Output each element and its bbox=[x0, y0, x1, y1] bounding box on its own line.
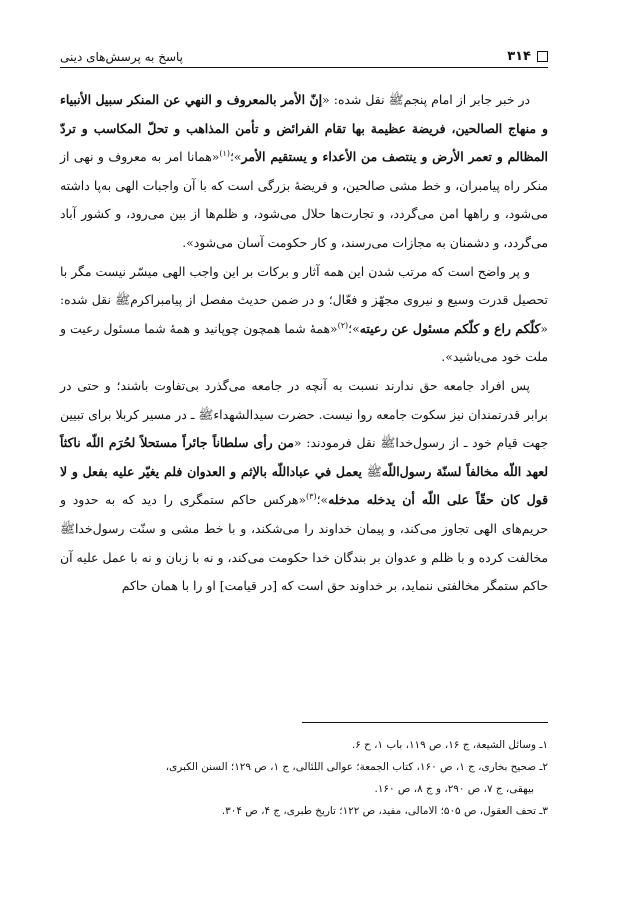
honorific-symbol: ﷺ bbox=[380, 435, 396, 451]
footnote: ۳ـ تحف العقول، ص ۵۰۵؛ الامالی، مفید، ص ۱۲۲؛ تاریخ طبری، ج ۴، ص ۳۰۴. bbox=[221, 805, 548, 817]
text-segment: »؛ bbox=[229, 149, 242, 165]
honorific-symbol: ﷺ bbox=[198, 406, 214, 422]
footnote: ۲ـ صحیح بخاری، ج ۱، ص ۱۶۰، کتاب الجمعة؛ عوالی اللئالی، ج ۱، ص ۱۲۹؛ السنن الکبری، bbox=[165, 761, 548, 773]
text-segment: »؛ bbox=[316, 492, 329, 508]
page-header bbox=[60, 40, 548, 64]
text-segment: نقل شده: « bbox=[322, 92, 389, 107]
paragraph bbox=[60, 258, 548, 372]
arabic-quote: من رأى سلطاناً جائراً مستحلاً لحُرَم اللّه ناكثاً لعهد اللّه مخالفاً لسنّة رسول‌اللّه bbox=[60, 435, 548, 479]
text-segment: و پر واضح است که مرتب شدن این همه آثار و برکات بر این واجب الهی میسّر نیست مگر با تحصیل قدرت وسیع و نیروی مجهّز و فعّال؛ و در ضمن حدیث مفصل از پیامبراکرم bbox=[60, 263, 548, 308]
header-divider bbox=[60, 67, 548, 68]
arabic-quote: إنّ الأمر بالمعروف و النهي عن المنكر سبيل الأنبياء و منهاج الصالحين، فريضة عظيمة بها تقام الفرائض و تأمن المذاهب و تحلّ المكاسب و تردّ المظالم و تعمر الأرض و ينتصف من الأعداء و يستقيم الأمر bbox=[60, 92, 548, 165]
footnotes bbox=[60, 734, 548, 822]
honorific-symbol: ﷺ bbox=[388, 92, 404, 107]
honorific-symbol: ﷺ bbox=[366, 463, 382, 479]
text-segment: پس افراد جامعه حق ندارند نسبت به آنچه در جامعه می‌گذرد بی‌تفاوت باشند؛ و حتی در برابر قدرتمندان نیز سکوت جامعه روا نیست. حضرت سیدالشهداء bbox=[60, 377, 548, 422]
text-segment: «همهٔ شما همچون چوپانید و همهٔ شما مسئول رعیت و ملت خود می‌باشید». bbox=[60, 320, 548, 365]
text-segment: مخالفت کرده و با ظلم و عدوان بر بندگان خدا حکومت می‌کند، و نه با زبان و نه با عمل علیه آن حاکم ستمگر مخالفتی ننماید، بر خداوند حق است که [در قیامت] او را با همان حاکم bbox=[60, 549, 548, 594]
text-segment: ـ در مسیر کربلا برای تبیین جهت قیام خود ـ از رسول‌خدا bbox=[60, 406, 548, 451]
footnote: ۱ـ وسائل الشیعة، ج ۱۶، ص ۱۱۹، باب ۱، ح ۶. bbox=[351, 739, 548, 751]
footnote-ref: (۲) bbox=[337, 320, 349, 330]
honorific-symbol: ﷺ bbox=[60, 520, 75, 536]
footnote-ref: (۳) bbox=[306, 492, 317, 502]
footnote-ref: (۱) bbox=[219, 149, 230, 159]
square-bullet-icon bbox=[537, 51, 548, 62]
running-title: پاسخ به پرسش‌های دینی bbox=[60, 50, 184, 64]
text-segment: «هرکس حاکم ستمگری را دید که به حدود و حریم‌های الهی تجاوز می‌کند، و پیمان خداوند را می‌شکند، و با خط مشی و سنّت رسول‌خدا bbox=[60, 492, 548, 536]
paragraph bbox=[60, 372, 548, 601]
page-number: ۳۱۴ bbox=[507, 49, 531, 64]
text-segment: نقل فرمودند: « bbox=[293, 435, 381, 451]
arabic-quote: يعمل في عباداللّه بالإثم و العدوان فلم يغيّر عليه بفعل و لا قول كان حقّاً على اللّه أن يدخله مدخله bbox=[60, 463, 549, 508]
footnote-continuation: بیهقی، ج ۷، ص ۲۹۰، و ج ۸، ص ۱۶۰. bbox=[374, 783, 534, 795]
text-segment: نقل شده: « bbox=[60, 292, 548, 336]
body-text bbox=[60, 86, 548, 601]
text-segment: در خبر جابر از امام پنجم bbox=[403, 92, 530, 107]
footnote-divider bbox=[302, 722, 548, 723]
text-segment: «همانا امر به معروف و نهی از منکر راه پیامبران، و خط مشی صالحین، و فریضهٔ بزرگی است که با آن واجبات الهی به‌پا داشته می‌شود، و راهها امن می‌گردد، و تجارت‌ها حلال می‌شود، و ظلم‌ها از بین می‌رود، و کشور آباد می‌گردد، و دشمنان به مجازات می‌رسند، و کار حکومت آسان می‌شود». bbox=[60, 149, 548, 250]
arabic-quote: كلّكم راع و كلّكم مسئول عن رعيته bbox=[359, 320, 541, 336]
text-segment: »؛ bbox=[348, 320, 360, 336]
honorific-symbol: ﷺ bbox=[115, 292, 131, 308]
page-number-block bbox=[507, 49, 548, 64]
paragraph bbox=[60, 86, 548, 258]
